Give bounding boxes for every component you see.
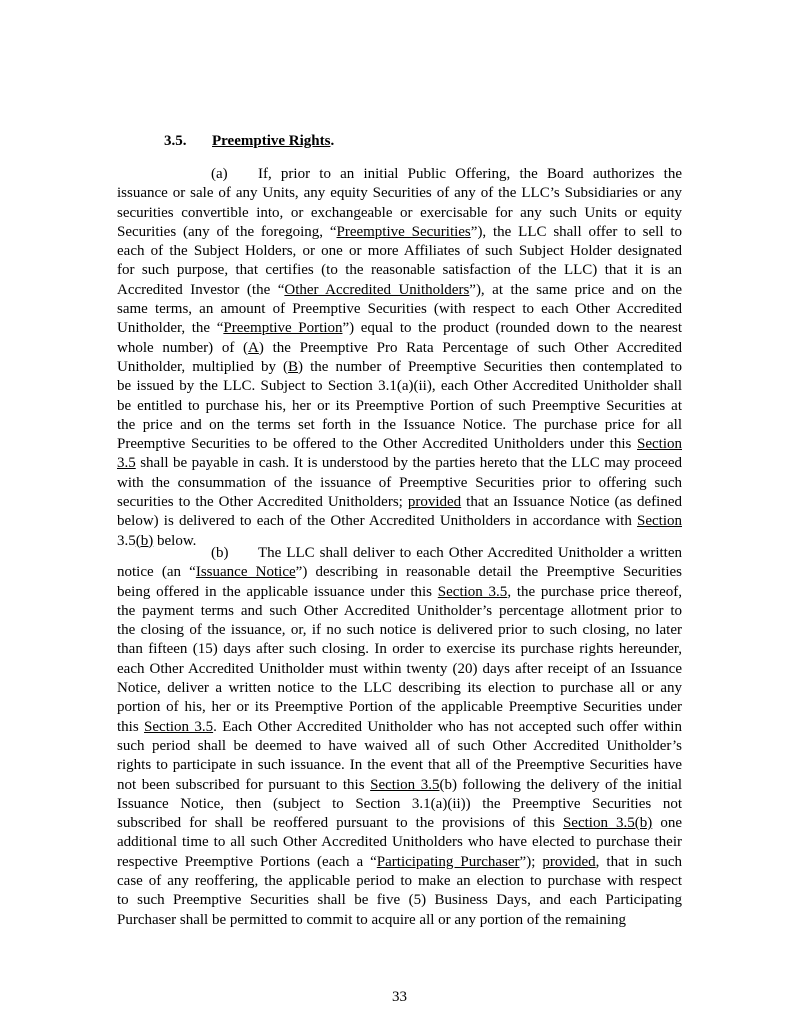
text-line bbox=[117, 698, 682, 717]
text-line bbox=[117, 435, 682, 454]
text-run: below) is delivered to each of the Other Accredited Unitholders in accordance with bbox=[117, 513, 637, 530]
text-run: ”) describing in reasonable detail the Preemptive Securities bbox=[295, 564, 682, 581]
underlined-term: Preemptive Securities bbox=[336, 223, 471, 240]
underlined-term: Preemptive Portion bbox=[223, 320, 343, 337]
text-line bbox=[117, 493, 682, 512]
underlined-term: Section 3.5 bbox=[144, 718, 214, 735]
underlined-term: Section bbox=[637, 513, 682, 530]
text-line bbox=[117, 544, 682, 563]
underlined-term: Issuance Notice bbox=[195, 564, 296, 581]
text-run: ) the number of Preemptive Securities then contemplated to bbox=[298, 358, 682, 375]
underlined-term: A bbox=[248, 339, 259, 356]
text-run: respective Preemptive Portions (each a “ bbox=[117, 853, 377, 870]
text-run: ”); bbox=[519, 853, 543, 870]
text-run: Preemptive Securities to be offered to the Other Accredited Unitholders under this bbox=[117, 436, 637, 453]
underlined-term: provided bbox=[407, 494, 462, 511]
underlined-term: Other Accredited Unitholders bbox=[284, 281, 470, 298]
text-run: below. bbox=[153, 532, 197, 549]
paragraph-a bbox=[117, 165, 682, 551]
text-run: same terms, an amount of Preemptive Securities (with respect to each Other Accredited bbox=[117, 301, 682, 318]
page-number: 33 bbox=[392, 989, 407, 1005]
text-line bbox=[117, 872, 682, 891]
text-run: each of the Subject Holders, or one or more Affiliates of such Subject Holder designated bbox=[117, 243, 682, 260]
text-run: such period shall be deemed to have waived all of such Other Accredited Unitholder’s bbox=[117, 737, 682, 754]
text-line bbox=[117, 339, 682, 358]
text-run: the price and on the terms set forth in the Issuance Notice. The purchase price for all bbox=[117, 416, 682, 433]
text-run: whole number) of ( bbox=[117, 339, 249, 356]
text-line bbox=[117, 853, 682, 872]
text-run: with the consummation of the issuance of Preemptive Securities prior to offering such bbox=[117, 474, 682, 491]
text-run: issuance or sale of any Units, any equity Securities of any of the LLC’s Subsidiaries or any bbox=[117, 185, 682, 202]
text-run: ”), the LLC shall offer to sell to bbox=[470, 223, 682, 240]
text-run: Notice, deliver a written notice to the LLC describing its election to purchase all or any bbox=[117, 680, 682, 697]
text-run: not been subscribed for pursuant to this bbox=[117, 776, 371, 793]
text-line bbox=[117, 165, 682, 184]
underlined-term: provided bbox=[542, 853, 596, 870]
text-run: portion of his, her or its Preemptive Portion of the applicable Preemptive Securities under bbox=[117, 699, 682, 716]
text-line bbox=[117, 261, 682, 280]
section-number: 3.5. bbox=[164, 133, 187, 149]
text-run: ) the Preemptive Pro Rata Percentage of such Other Accredited bbox=[258, 339, 682, 356]
text-line bbox=[117, 358, 682, 377]
text-run: ”) equal to the product (rounded down to the nearest bbox=[342, 320, 682, 337]
text-line bbox=[117, 891, 682, 910]
text-line bbox=[117, 679, 682, 698]
text-run: securities convertible into, or exchangeable or exercisable for any such Units or equity bbox=[117, 204, 682, 221]
text-run: , the purchase price thereof, bbox=[507, 583, 682, 600]
text-line bbox=[117, 776, 682, 795]
text-run: be issued by the LLC. Subject to Section 3.1(a)(ii), each Other Accredited Unitholder shall bbox=[117, 378, 682, 395]
text-line bbox=[117, 281, 682, 300]
text-run: one bbox=[652, 815, 682, 832]
text-run: 3.5 bbox=[117, 532, 136, 549]
text-line bbox=[117, 397, 682, 416]
text-run: the closing of the issuance, or, if no such notice is delivered prior to such closing, no later bbox=[117, 622, 682, 639]
text-line bbox=[117, 660, 682, 679]
text-run: Unitholder, the “ bbox=[117, 320, 224, 337]
section-title-period: . bbox=[330, 133, 335, 149]
text-run: Purchaser shall be permitted to commit to acquire all or any portion of the remaining bbox=[117, 911, 627, 928]
text-run: Unitholder, multiplied by ( bbox=[117, 358, 289, 375]
text-run: (b) following the delivery of the initial bbox=[439, 776, 682, 793]
text-run: notice (an “ bbox=[117, 564, 196, 581]
text-run: Accredited Investor (the “ bbox=[117, 281, 285, 298]
text-line bbox=[117, 583, 682, 602]
text-run: case of any reoffering, the applicable period to make an election to purchase with respect bbox=[117, 873, 682, 890]
text-run: securities to the Other Accredited Unitholders; bbox=[117, 494, 408, 511]
text-line bbox=[117, 640, 682, 659]
text-line bbox=[117, 204, 682, 223]
text-line bbox=[117, 300, 682, 319]
text-run: additional time to all such Other Accredited Unitholders who have elected to purchase their bbox=[117, 834, 682, 851]
underlined-term: Section bbox=[637, 436, 682, 453]
underlined-term: Section 3.5 bbox=[437, 583, 508, 600]
text-line bbox=[117, 454, 682, 473]
underlined-term: Section 3.5 bbox=[370, 776, 440, 793]
text-run: rights to participate in such issuance. In the event that all of the Preemptive Securities have bbox=[117, 757, 682, 774]
text-run: for such purpose, that certifies (to the reasonable satisfaction of the LLC) that it is an bbox=[117, 262, 682, 279]
text-run: subscribed for shall be reoffered pursuant to the provisions of this bbox=[117, 815, 563, 832]
text-line bbox=[117, 833, 682, 852]
text-run: to such Preemptive Securities shall be five (5) Business Days, and each Participating bbox=[117, 892, 682, 909]
text-line bbox=[117, 377, 682, 396]
paragraph-label: (a) bbox=[211, 166, 228, 182]
text-run: ”), at the same price and on the bbox=[469, 281, 682, 298]
text-run: Securities (any of the foregoing, “ bbox=[117, 223, 337, 240]
text-line bbox=[117, 621, 682, 640]
text-run: If, prior to an initial Public Offering, the Board authorizes the bbox=[258, 166, 682, 182]
text-line bbox=[117, 718, 682, 737]
text-line bbox=[117, 737, 682, 756]
text-run: each Other Accredited Unitholder must within twenty (20) days after receipt of an Issuance bbox=[117, 660, 682, 677]
text-line bbox=[117, 911, 682, 930]
text-line bbox=[117, 474, 682, 493]
text-line bbox=[117, 512, 682, 531]
text-run: The LLC shall deliver to each Other Accredited Unitholder a written bbox=[258, 545, 682, 561]
text-run: than fifteen (15) days after such closing. In order to exercise its purchase rights hereunder, bbox=[117, 641, 682, 658]
text-run: being offered in the applicable issuance under this bbox=[117, 583, 438, 600]
text-line bbox=[117, 563, 682, 582]
text-line bbox=[117, 795, 682, 814]
text-run: the payment terms and such Other Accredited Unitholder’s percentage allotment prior to bbox=[117, 602, 682, 619]
text-line bbox=[117, 223, 682, 242]
text-line bbox=[117, 242, 682, 261]
text-run: shall be payable in cash. It is understood by the parties hereto that the LLC may proceed bbox=[135, 455, 682, 472]
underlined-term: (b) bbox=[135, 532, 154, 549]
underlined-term: B bbox=[288, 358, 299, 375]
underlined-term: Section 3.5(b) bbox=[562, 815, 653, 832]
underlined-term: 3.5 bbox=[117, 455, 136, 472]
text-line bbox=[117, 416, 682, 435]
text-run: , that in such bbox=[595, 853, 682, 870]
text-run: Issuance Notice, then (subject to Section 3.1(a)(ii)) the Preemptive Securities not bbox=[117, 795, 682, 812]
section-heading bbox=[164, 131, 334, 151]
underlined-term: Participating Purchaser bbox=[376, 853, 520, 870]
text-line bbox=[117, 756, 682, 775]
section-title: Preemptive Rights bbox=[212, 133, 331, 149]
paragraph-label: (b) bbox=[211, 545, 229, 561]
text-line bbox=[117, 602, 682, 621]
paragraph-b bbox=[117, 544, 682, 930]
text-run: that an Issuance Notice (as defined bbox=[461, 494, 682, 511]
text-line bbox=[117, 319, 682, 338]
text-line bbox=[117, 814, 682, 833]
text-run: be entitled to purchase his, her or its Preemptive Portion of such Preemptive Securities at bbox=[117, 397, 682, 414]
text-line bbox=[117, 184, 682, 203]
text-run: this bbox=[117, 718, 145, 735]
text-run: . Each Other Accredited Unitholder who has not accepted such offer within bbox=[213, 718, 682, 735]
